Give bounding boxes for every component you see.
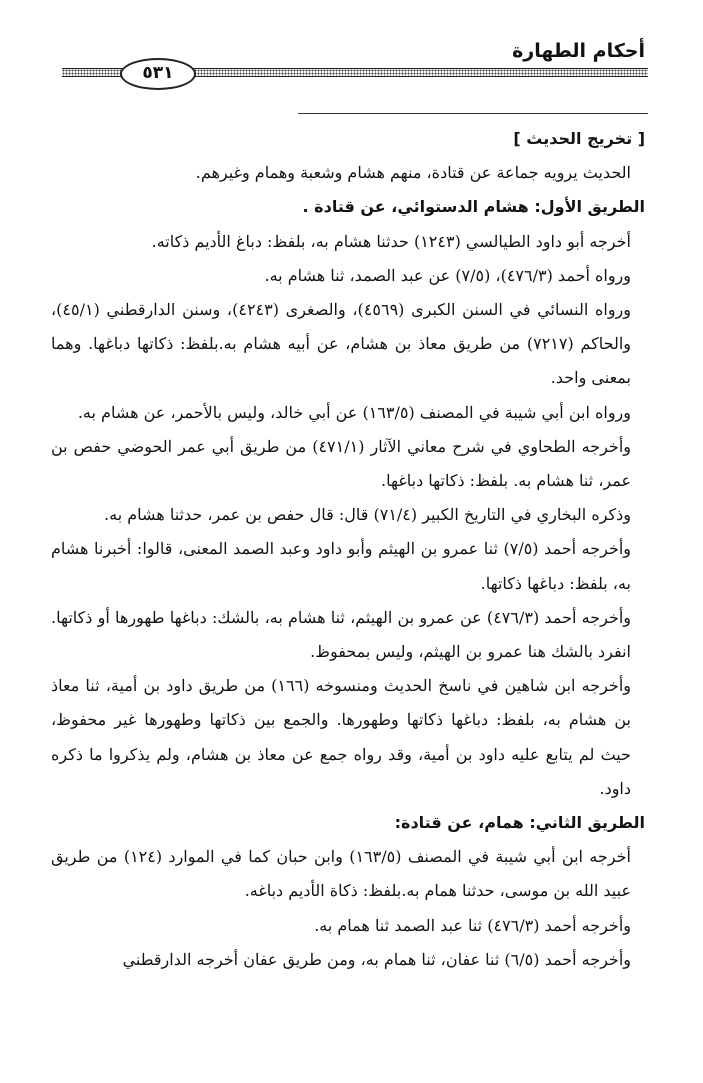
subsection-heading: الطريق الثاني: همام، عن قتادة: bbox=[394, 813, 645, 833]
paragraph: وأخرجه أحمد (٤٧٦/٣) عن عمرو بن الهيثم، ثنا هشام به، بالشك: دباغها طهورها أو ذكاتها. انفرد بالشك هنا عمرو بن الهيثم، وليس بمحفوظ. bbox=[51, 607, 632, 662]
paragraph: وأخرجه أحمد (٧/٥) ثنا عمرو بن الهيثم وأبو داود وعبد الصمد المعنى، قالوا: أخبرنا هشام به، بلفظ: دباغها ذكاتها. bbox=[51, 539, 632, 593]
section-divider bbox=[298, 113, 648, 114]
subsection-heading: الطريق الأول: هشام الدستوائي، عن قتادة . bbox=[302, 197, 645, 217]
section-title: [ تخريج الحديث ] bbox=[513, 129, 645, 148]
page-number: ٥٣١ bbox=[120, 58, 196, 90]
paragraph: الحديث يرويه جماعة عن قتادة، منهم هشام وشعبة وهمام وغيرهم. bbox=[195, 163, 631, 183]
paragraph: وأخرجه ابن شاهين في ناسخ الحديث ومنسوخه (١٦٦) من طريق داود بن أمية، ثنا معاذ بن هشام به، بلفظ: دباغها ذكاتها وطهورها. والجمع بين ذكاتها وطهورها غير محفوظ، حيث لم يتابع عليه داود بن أمية، وقد رواه جمع عن معاذ بن هشام، ولم يذكروا ما ذكره داود. bbox=[51, 676, 631, 798]
page-content bbox=[51, 122, 645, 977]
book-title: أحكام الطهارة bbox=[512, 40, 645, 62]
paragraph: وأخرجه أحمد (٤٧٦/٣) ثنا عبد الصمد ثنا همام به. bbox=[314, 915, 631, 935]
paragraph: أخرجه أبو داود الطيالسي (١٢٤٣) حدثنا هشام به، بلفظ: دباغ الأديم ذكاته. bbox=[151, 231, 631, 251]
paragraph: وأخرجه أحمد (٦/٥) ثنا عفان، ثنا همام به، ومن طريق عفان أخرجه الدارقطني bbox=[122, 949, 631, 969]
paragraph: ورواه النسائي في السنن الكبرى (٤٥٦٩)، والصغرى (٤٢٤٣)، وسنن الدارقطني (٤٥/١)، والحاكم (٧٢١٧) من طريق معاذ بن هشام، عن أبيه هشام به.بلفظ: ذكاتها دباغها. وهما بمعنى واحد. bbox=[51, 300, 632, 388]
paragraph: ورواه ابن أبي شيبة في المصنف (١٦٣/٥) عن أبي خالد، وليس بالأحمر، عن هشام به. bbox=[77, 402, 631, 422]
paragraph: أخرجه ابن أبي شيبة في المصنف (١٦٣/٥) وابن حبان كما في الموارد (١٢٤) من طريق عبيد الله بن موسى، حدثنا همام به.بلفظ: ذكاة الأديم دباغه. bbox=[51, 847, 631, 901]
paragraph: وذكره البخاري في التاريخ الكبير (٧١/٤) قال: قال حفص بن عمر، حدثنا هشام به. bbox=[104, 505, 631, 525]
paragraph: وأخرجه الطحاوي في شرح معاني الآثار (٤٧١/١) من طريق أبي عمر الحوضي حفص بن عمر، ثنا هشام به. بلفظ: ذكاتها دباغها. bbox=[51, 436, 631, 491]
paragraph: ورواه أحمد (٤٧٦/٣)، (٧/٥) عن عبد الصمد، ثنا هشام به. bbox=[264, 265, 631, 285]
